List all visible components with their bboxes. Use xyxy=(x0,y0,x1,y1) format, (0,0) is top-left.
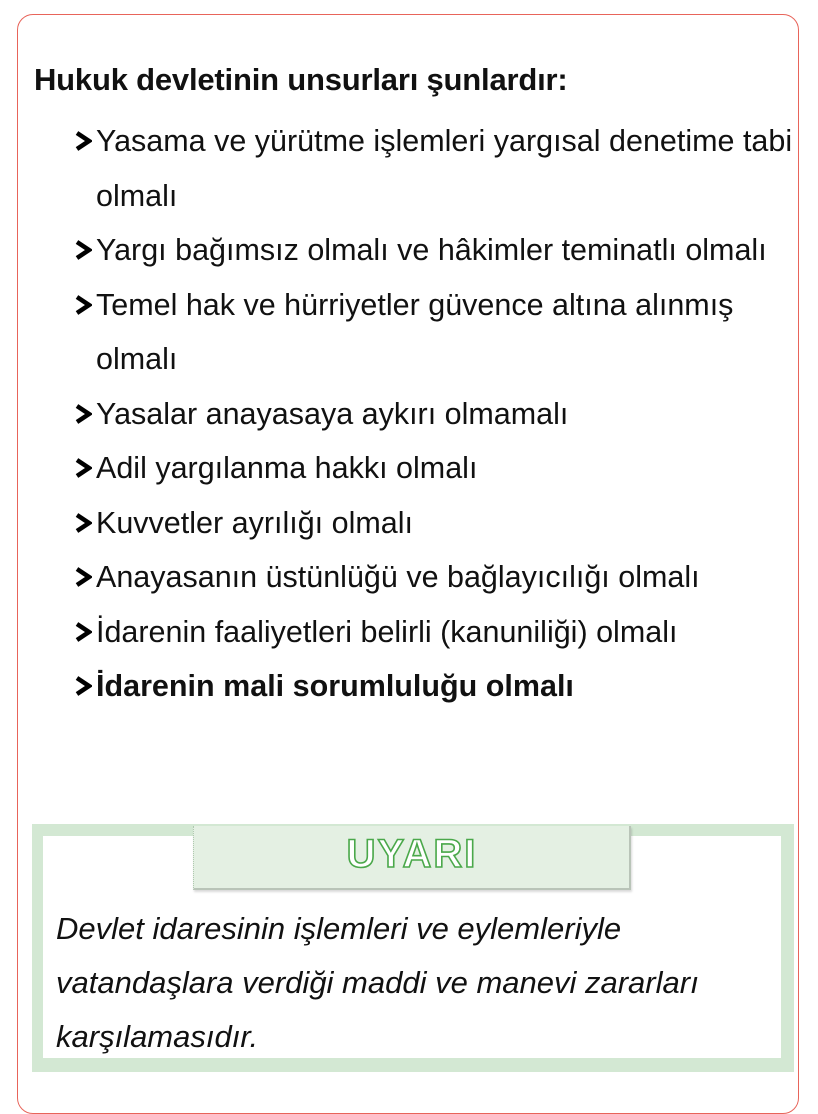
chevron-right-icon xyxy=(72,659,96,713)
chevron-right-icon xyxy=(72,496,96,550)
warning-title: UYARI xyxy=(346,832,478,876)
list-item-text: Yargı bağımsız olmalı ve hâkimler teminatlı olmalı xyxy=(96,233,767,267)
chevron-right-icon xyxy=(72,550,96,604)
list-item-text: Anayasanın üstünlüğü ve bağlayıcılığı olmalı xyxy=(96,560,700,594)
list-item-text: İdarenin faaliyetleri belirli (kanuniliği) olmalı xyxy=(96,614,678,649)
list-item xyxy=(72,223,816,278)
list-item-text: Adil yargılanma hakkı olmalı xyxy=(96,451,478,485)
warning-text: Devlet idaresinin işlemleri ve eylemleriyle vatandaşlara verdiği maddi ve manevi zararları karşılamasıdır. xyxy=(56,911,699,1054)
list-item xyxy=(72,550,816,605)
list-item-text: Yasalar anayasaya aykırı olmamalı xyxy=(96,396,569,431)
element-list xyxy=(72,114,816,714)
list-item xyxy=(72,496,816,551)
list-item xyxy=(72,278,816,387)
chevron-right-icon xyxy=(72,441,96,495)
list-item xyxy=(72,441,816,496)
chevron-right-icon xyxy=(72,387,96,441)
section-heading: Hukuk devletinin unsurları şunlardır: xyxy=(34,62,568,97)
chevron-right-icon xyxy=(72,114,96,168)
list-item-text: Kuvvetler ayrılığı olmalı xyxy=(96,505,413,540)
list-item-emphasized xyxy=(72,659,816,714)
list-item-text: Yasama ve yürütme işlemleri yargısal denetime tabi olmalı xyxy=(96,124,793,213)
list-item xyxy=(72,114,816,223)
chevron-right-icon xyxy=(72,278,96,332)
list-item xyxy=(72,605,816,660)
list-item-text: İdarenin mali sorumluluğu olmalı xyxy=(96,669,574,703)
list-item-text: Temel hak ve hürriyetler güvence altına alınmış olmalı xyxy=(96,287,734,376)
chevron-right-icon xyxy=(72,223,96,277)
chevron-right-icon xyxy=(72,605,96,659)
list-item xyxy=(72,387,816,442)
